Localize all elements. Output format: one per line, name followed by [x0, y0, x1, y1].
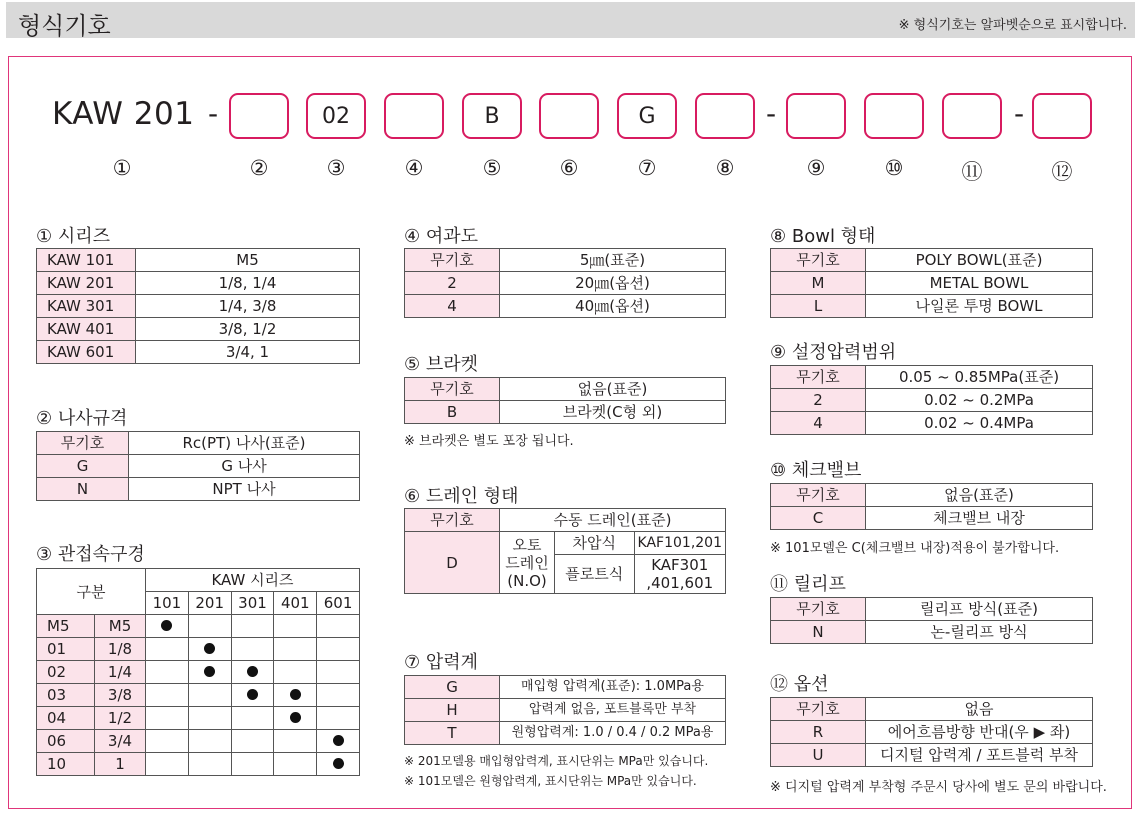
table-row — [37, 753, 360, 776]
section-title-gauge: ⑦ 압력계 — [404, 652, 479, 673]
table-cell — [231, 753, 274, 776]
table-cell: 2 — [771, 389, 866, 412]
table-cell — [146, 638, 189, 661]
availability-dot-icon — [204, 666, 215, 677]
table-row — [771, 389, 1093, 412]
table-cell — [188, 615, 231, 638]
table-cell — [317, 730, 360, 753]
availability-dot-icon — [333, 758, 344, 769]
position-number: ⑤ — [482, 156, 502, 180]
table-cell: N — [771, 621, 866, 644]
table-cell — [274, 638, 317, 661]
code-box-12 — [1032, 93, 1092, 139]
table-cell: N — [37, 478, 129, 501]
table-cell: 04 — [37, 707, 95, 730]
position-number: ③ — [326, 156, 346, 180]
table-cell: 에어흐름방향 반대(우 ▶ 좌) — [866, 721, 1093, 744]
gauge-table — [404, 675, 726, 745]
table-cell — [231, 661, 274, 684]
availability-dot-icon — [247, 689, 258, 700]
table-cell — [188, 753, 231, 776]
table-row — [37, 730, 360, 753]
availability-dot-icon — [204, 643, 215, 654]
table-header: 401 — [274, 592, 317, 615]
section-title-thread: ② 나사규격 — [36, 408, 128, 429]
table-cell — [146, 707, 189, 730]
table-row — [771, 366, 1093, 389]
table-cell: 3/8, 1/2 — [136, 318, 360, 341]
table-cell: L — [771, 295, 866, 318]
table-row — [405, 295, 726, 318]
table-row — [405, 401, 726, 424]
section-title-option: ⑫ 옵션 — [770, 674, 829, 695]
table-cell: 매입형 압력계(표준): 1.0MPa용 — [500, 676, 726, 699]
table-header: KAW 시리즈 — [146, 569, 360, 592]
availability-dot-icon — [290, 689, 301, 700]
table-header: 101 — [146, 592, 189, 615]
table-row — [37, 638, 360, 661]
position-number: ② — [249, 156, 269, 180]
table-cell: R — [771, 721, 866, 744]
port-table — [36, 568, 360, 776]
table-cell: 03 — [37, 684, 95, 707]
table-cell — [231, 707, 274, 730]
table-cell — [188, 638, 231, 661]
table-cell: M5 — [95, 615, 146, 638]
section-title-relief: ⑪ 릴리프 — [770, 574, 846, 595]
table-row — [37, 455, 360, 478]
table-cell: 없음 — [866, 698, 1093, 721]
table-cell: POLY BOWL(표준) — [866, 249, 1093, 272]
table-cell: 없음(표준) — [866, 484, 1093, 507]
table-header: 201 — [188, 592, 231, 615]
section-title-port: ③ 관접속구경 — [36, 544, 145, 565]
page-title: 형식기호 — [18, 12, 111, 40]
table-cell — [274, 684, 317, 707]
table-cell: KAW 201 — [37, 272, 136, 295]
table-cell: G 나사 — [129, 455, 360, 478]
filter-table — [404, 248, 726, 318]
table-cell: 없음(표준) — [500, 378, 726, 401]
bracket-table — [404, 377, 726, 424]
table-header: 구분 — [37, 569, 146, 615]
table-cell: NPT 나사 — [129, 478, 360, 501]
position-number: ⑫ — [1051, 160, 1073, 184]
code-box-4 — [384, 93, 444, 139]
code-dash: - — [1014, 97, 1025, 130]
table-header: 301 — [231, 592, 274, 615]
table-cell — [231, 730, 274, 753]
table-row — [771, 721, 1093, 744]
table-cell: 무기호 — [771, 698, 866, 721]
table-cell: 무기호 — [771, 484, 866, 507]
gauge-note-1: ※ 201모델용 매입형압력계, 표시단위는 MPa만 있습니다. — [404, 754, 709, 768]
code-box-2 — [229, 93, 289, 139]
table-row — [37, 341, 360, 364]
table-cell: 무기호 — [405, 509, 500, 532]
table-cell: KAF101,201 — [634, 532, 725, 555]
bowl-table — [770, 248, 1093, 318]
table-cell: 브라켓(C형 외) — [500, 401, 726, 424]
table-cell: 1/8 — [95, 638, 146, 661]
table-cell — [146, 684, 189, 707]
table-cell — [317, 615, 360, 638]
code-box-10 — [864, 93, 924, 139]
table-cell — [274, 615, 317, 638]
section-title-pressure: ⑨ 설정압력범위 — [770, 342, 897, 363]
table-cell: KAW 401 — [37, 318, 136, 341]
table-cell: 0.05 ~ 0.85MPa(표준) — [866, 366, 1093, 389]
table-cell — [274, 661, 317, 684]
option-table — [770, 697, 1093, 767]
check-table — [770, 483, 1093, 530]
section-title-bowl: ⑧ Bowl 형태 — [770, 226, 876, 247]
table-cell: G — [405, 676, 500, 699]
table-cell: METAL BOWL — [866, 272, 1093, 295]
position-number: ⑪ — [961, 160, 983, 184]
table-row — [405, 249, 726, 272]
code-box-6 — [539, 93, 599, 139]
table-row — [37, 249, 360, 272]
option-note: ※ 디지털 압력계 부착형 주문시 당사에 별도 문의 바랍니다. — [770, 780, 1107, 795]
table-cell: KAW 601 — [37, 341, 136, 364]
table-row — [405, 378, 726, 401]
section-title-series: ① 시리즈 — [36, 226, 111, 247]
table-cell: 2 — [405, 272, 500, 295]
table-row — [37, 615, 360, 638]
availability-dot-icon — [161, 620, 172, 631]
table-cell — [188, 684, 231, 707]
header-bar — [6, 2, 1135, 38]
table-row — [771, 621, 1093, 644]
table-cell: 06 — [37, 730, 95, 753]
table-row — [405, 676, 726, 699]
code-box-8 — [695, 93, 755, 139]
code-box-3: 02 — [306, 93, 366, 139]
position-number: ⑥ — [559, 156, 579, 180]
table-row — [771, 598, 1093, 621]
table-cell: G — [37, 455, 129, 478]
code-box-7: G — [617, 93, 677, 139]
table-cell: 0.02 ~ 0.2MPa — [866, 389, 1093, 412]
table-cell: KAW 101 — [37, 249, 136, 272]
table-cell: D — [405, 532, 500, 594]
drain-table — [404, 508, 726, 594]
table-cell — [146, 615, 189, 638]
table-cell: 1/4, 3/8 — [136, 295, 360, 318]
table-cell: 20㎛(옵션) — [500, 272, 726, 295]
code-dash: - — [766, 97, 777, 130]
table-row — [771, 484, 1093, 507]
position-number: ④ — [404, 156, 424, 180]
table-cell: 압력계 없음, 포트블록만 부착 — [500, 699, 726, 722]
table-cell: 4 — [771, 412, 866, 435]
table-row — [37, 295, 360, 318]
table-cell: KAF301 ,401,601 — [634, 555, 725, 594]
table-cell: 논-릴리프 방식 — [866, 621, 1093, 644]
table-cell: 3/4 — [95, 730, 146, 753]
table-cell: B — [405, 401, 500, 424]
table-row — [771, 295, 1093, 318]
table-cell: 02 — [37, 661, 95, 684]
table-cell: 1 — [95, 753, 146, 776]
table-row — [771, 272, 1093, 295]
table-row — [405, 272, 726, 295]
position-number: ⑨ — [806, 156, 826, 180]
table-row — [771, 507, 1093, 530]
relief-table — [770, 597, 1093, 644]
table-cell: 4 — [405, 295, 500, 318]
availability-dot-icon — [290, 712, 301, 723]
table-cell: U — [771, 744, 866, 767]
table-cell: 플로트식 — [555, 555, 635, 594]
code-box-11 — [942, 93, 1002, 139]
table-cell: 3/8 — [95, 684, 146, 707]
table-cell: M5 — [37, 615, 95, 638]
table-cell: 5㎛(표준) — [500, 249, 726, 272]
table-row — [405, 699, 726, 722]
table-cell — [274, 753, 317, 776]
table-row — [405, 532, 726, 555]
code-box-5: B — [462, 93, 522, 139]
table-row — [405, 722, 726, 745]
table-cell: 1/2 — [95, 707, 146, 730]
table-cell — [146, 661, 189, 684]
table-row — [37, 661, 360, 684]
section-title-drain: ⑥ 드레인 형태 — [404, 486, 519, 507]
table-cell — [317, 684, 360, 707]
table-cell — [274, 707, 317, 730]
table-cell — [188, 730, 231, 753]
table-cell: 무기호 — [405, 249, 500, 272]
table-cell: 차압식 — [555, 532, 635, 555]
availability-dot-icon — [247, 666, 258, 677]
gauge-note-2: ※ 101모델은 원형압력계, 표시단위는 MPa만 있습니다. — [404, 774, 697, 788]
table-cell: 0.02 ~ 0.4MPa — [866, 412, 1093, 435]
table-cell: 무기호 — [37, 432, 129, 455]
section-title-filter: ④ 여과도 — [404, 226, 479, 247]
table-cell — [188, 707, 231, 730]
code-box-9 — [786, 93, 846, 139]
table-cell: 1/4 — [95, 661, 146, 684]
table-row — [771, 249, 1093, 272]
table-cell — [231, 615, 274, 638]
table-cell: Rc(PT) 나사(표준) — [129, 432, 360, 455]
table-cell — [188, 661, 231, 684]
table-header: 601 — [317, 592, 360, 615]
table-cell: 디지털 압력계 / 포트블럭 부착 — [866, 744, 1093, 767]
availability-dot-icon — [333, 735, 344, 746]
table-cell — [317, 707, 360, 730]
table-cell — [317, 661, 360, 684]
table-cell: 40㎛(옵션) — [500, 295, 726, 318]
table-cell — [231, 684, 274, 707]
table-cell — [317, 753, 360, 776]
table-row — [37, 684, 360, 707]
table-cell: 3/4, 1 — [136, 341, 360, 364]
table-cell: 나일론 투명 BOWL — [866, 295, 1093, 318]
table-row — [37, 318, 360, 341]
table-cell: T — [405, 722, 500, 745]
table-cell — [146, 730, 189, 753]
position-number: ① — [112, 156, 132, 180]
table-cell: M — [771, 272, 866, 295]
table-cell: 체크밸브 내장 — [866, 507, 1093, 530]
table-cell: 10 — [37, 753, 95, 776]
model-name: KAW 201 — [52, 96, 195, 132]
section-title-check: ⑩ 체크밸브 — [770, 460, 862, 481]
table-cell: KAW 301 — [37, 295, 136, 318]
header-note: ※ 형식기호는 알파벳순으로 표시합니다. — [898, 18, 1127, 33]
table-row — [771, 744, 1093, 767]
thread-table — [36, 431, 360, 501]
table-cell: 무기호 — [771, 598, 866, 621]
table-cell: M5 — [136, 249, 360, 272]
bracket-note: ※ 브라켓은 별도 포장 됩니다. — [404, 434, 574, 449]
table-row — [37, 569, 360, 592]
table-row — [37, 272, 360, 295]
table-cell: 무기호 — [771, 249, 866, 272]
table-cell — [317, 638, 360, 661]
table-cell: 01 — [37, 638, 95, 661]
table-row — [37, 707, 360, 730]
position-number: ⑦ — [637, 156, 657, 180]
table-cell: 1/8, 1/4 — [136, 272, 360, 295]
table-cell: 릴리프 방식(표준) — [866, 598, 1093, 621]
table-cell: 수동 드레인(표준) — [500, 509, 726, 532]
table-row — [405, 509, 726, 532]
table-cell — [274, 730, 317, 753]
series-table — [36, 248, 360, 364]
table-row — [37, 432, 360, 455]
table-cell: C — [771, 507, 866, 530]
section-title-bracket: ⑤ 브라켓 — [404, 354, 479, 375]
position-number: ⑧ — [715, 156, 735, 180]
pressure-table — [770, 365, 1093, 435]
table-cell — [231, 638, 274, 661]
check-note: ※ 101모델은 C(체크밸브 내장)적용이 불가합니다. — [770, 541, 1060, 556]
table-row — [771, 412, 1093, 435]
table-cell — [146, 753, 189, 776]
table-row — [37, 478, 360, 501]
table-cell: H — [405, 699, 500, 722]
table-cell: 원형압력계: 1.0 / 0.4 / 0.2 MPa용 — [500, 722, 726, 745]
position-number: ⑩ — [884, 156, 904, 180]
table-cell: 무기호 — [405, 378, 500, 401]
table-row — [771, 698, 1093, 721]
code-dash: - — [208, 97, 219, 130]
table-cell: 오토 드레인 (N.O) — [500, 532, 555, 594]
table-cell: 무기호 — [771, 366, 866, 389]
